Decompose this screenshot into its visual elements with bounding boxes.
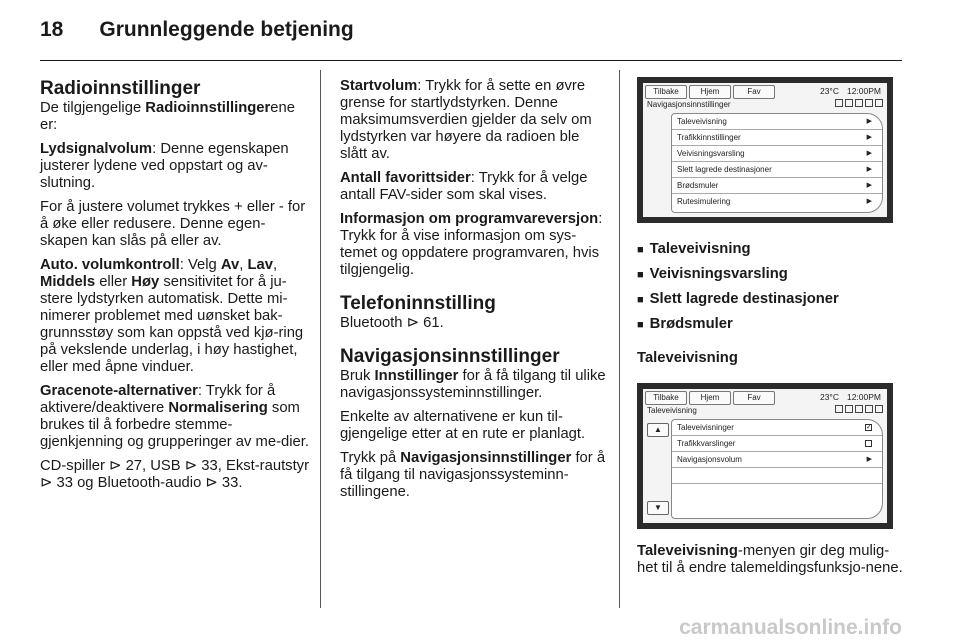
mid-p2: Antall favorittsider: Trykk for å velge antall FAV-sider som skal vises. <box>340 170 588 203</box>
subheading-voice: Taleveivisning <box>637 350 738 366</box>
menu-item-traffic-settings[interactable]: Trafikkinnstillinger ▶ <box>672 130 882 146</box>
left-p1: Lydsignalvolum: Denne egenskapen justerer lydene ved oppstart og av-slutning. <box>40 141 289 191</box>
chevron-right-icon: ▶ <box>866 149 872 157</box>
media-icon <box>865 99 873 107</box>
media-icon <box>865 405 873 413</box>
scroll-up-button[interactable] <box>647 423 669 437</box>
tab-home[interactable]: Hjem <box>689 391 731 405</box>
chevron-right-icon: ▶ <box>866 197 872 205</box>
section-heading-navigation: Navigasjonsinnstillinger <box>340 346 560 367</box>
mid-p1: Startvolum: Trykk for å sette en øvre grense for startlydstyrken. Denne maksimumsverdien gjelder da selv om lydstyrken var høyere da radioen ble slått av. <box>340 78 592 162</box>
menu-item-empty <box>672 468 882 484</box>
watermark: carmanualsonline.info <box>679 616 902 639</box>
tab-fav[interactable]: Fav <box>733 85 775 99</box>
chevron-right-icon: ▶ <box>866 455 872 463</box>
volume-icon <box>855 405 863 413</box>
column-divider-1 <box>320 70 321 608</box>
scroll-down-button[interactable] <box>647 501 669 515</box>
mid-p3: Informasjon om programvareversjon: Trykk for å vise informasjon om sys-temet og oppdatere programvaren, hvis tilgjengelig. <box>340 211 603 278</box>
phone-icon <box>835 99 843 107</box>
mid-nav3: Trykk på Navigasjonsinnstillinger for å få tilgang til navigasjonssysteminn-stillingene. <box>340 450 606 500</box>
column-divider-2 <box>619 70 620 608</box>
right-column <box>637 77 903 584</box>
screen-title: Taleveivisning <box>647 406 697 415</box>
info-icon <box>875 99 883 107</box>
menu-item-voice-prompts[interactable]: Taleveivisninger ✓ <box>672 420 882 436</box>
right-footer-text: Taleveivisning-menyen gir deg mulig-het til å endre talemeldingsfunksjo-nene. <box>637 543 903 576</box>
menu-item-delete-destinations[interactable]: Slett lagrede destinasjoner ▶ <box>672 162 882 178</box>
list-item: ■ Brødsmuler <box>637 316 903 334</box>
chevron-right-icon: ▶ <box>866 117 872 125</box>
chevron-right-icon: ▶ <box>866 133 872 141</box>
list-item: ■ Taleveivisning <box>637 241 903 259</box>
tab-fav[interactable]: Fav <box>733 391 775 405</box>
info-icon <box>875 405 883 413</box>
mid-tel: Bluetooth ⊳ 61. <box>340 315 444 331</box>
menu-item-guidance-alerts[interactable]: Veivisningsvarsling ▶ <box>672 146 882 162</box>
left-p3: Auto. volumkontroll: Velg Av, Lav, Middels eller Høy sensitivitet for å ju-stere lydstyrken automatisk. Dette mi-nimerer problemet med uønsket bak-grunnsstøy som kan oppstå ved kjø-ring på vekslende underlag, i høy hastighet, eller med åpne vinduer. <box>40 257 304 375</box>
checkbox-empty-icon <box>865 440 872 447</box>
list-item: ■ Veivisningsvarsling <box>637 266 903 284</box>
list-item: ■ Slett lagrede destinasjoner <box>637 291 903 309</box>
phone-icon <box>835 405 843 413</box>
nav-settings-screen <box>637 77 893 223</box>
voice-guidance-screen <box>637 383 893 529</box>
arrow-up-icon: ▲ <box>654 425 662 434</box>
section-heading-radio: Radioinnstillinger <box>40 78 201 99</box>
checkbox-checked-icon: ✓ <box>866 424 872 431</box>
bullet-list <box>637 241 903 334</box>
menu-item-empty <box>672 484 882 499</box>
system-icons <box>833 405 883 413</box>
mid-nav1: Bruk Innstillinger for å få tilgang til ulike navigasjonssysteminnstillinger. <box>340 368 606 401</box>
left-p2: For å justere volumet trykkes + eller - for å øke eller redusere. Denne egen-skapen kan slås på eller av. <box>40 199 306 249</box>
menu-item-breadcrumbs[interactable]: Brødsmuler ▶ <box>672 178 882 194</box>
page-number: 18 <box>40 18 64 41</box>
menu-item-nav-volume[interactable]: Navigasjonsvolum ▶ <box>672 452 882 468</box>
tab-home[interactable]: Hjem <box>689 85 731 99</box>
page-title: Grunnleggende betjening <box>99 18 354 41</box>
status-bar: 23°C 12:00PM <box>819 86 881 96</box>
section-heading-telephone: Telefoninnstilling <box>340 293 496 314</box>
left-column <box>40 78 312 499</box>
middle-column <box>340 78 606 508</box>
left-intro: De tilgjengelige Radioinnstillingerene er: <box>40 100 295 133</box>
menu-item-voice-guidance[interactable]: Taleveivisning ▶ <box>672 114 882 130</box>
status-bar: 23°C 12:00PM <box>819 392 881 402</box>
chevron-right-icon: ▶ <box>866 165 872 173</box>
nav-icon <box>845 99 853 107</box>
system-icons <box>833 99 883 107</box>
screen-title: Navigasjonsinnstillinger <box>647 100 731 109</box>
nav-icon <box>845 405 853 413</box>
mid-nav2: Enkelte av alternativene er kun til-gjengelige etter at en rute er planlagt. <box>340 409 586 442</box>
chevron-right-icon: ▶ <box>866 181 872 189</box>
arrow-down-icon: ▼ <box>654 503 662 512</box>
header-rule <box>40 60 902 61</box>
menu-item-route-simulation[interactable]: Rutesimulering ▶ <box>677 196 872 206</box>
nav-settings-menu <box>671 113 883 213</box>
tab-back[interactable]: Tilbake <box>645 85 687 99</box>
menu-item-traffic-alerts[interactable]: Trafikkvarslinger <box>672 436 882 452</box>
page-header <box>40 18 354 42</box>
voice-guidance-menu <box>671 419 883 519</box>
left-p5: CD-spiller ⊳ 27, USB ⊳ 33, Ekst-rautstyr ⊳ 33 og Bluetooth-audio ⊳ 33. <box>40 458 310 491</box>
volume-icon <box>855 99 863 107</box>
left-p4: Gracenote-alternativer: Trykk for å aktivere/deaktivere Normalisering som brukes til å forbedre stemme-gjenkjenning og grupperinger av me-dier. <box>40 383 309 450</box>
tab-back[interactable]: Tilbake <box>645 391 687 405</box>
